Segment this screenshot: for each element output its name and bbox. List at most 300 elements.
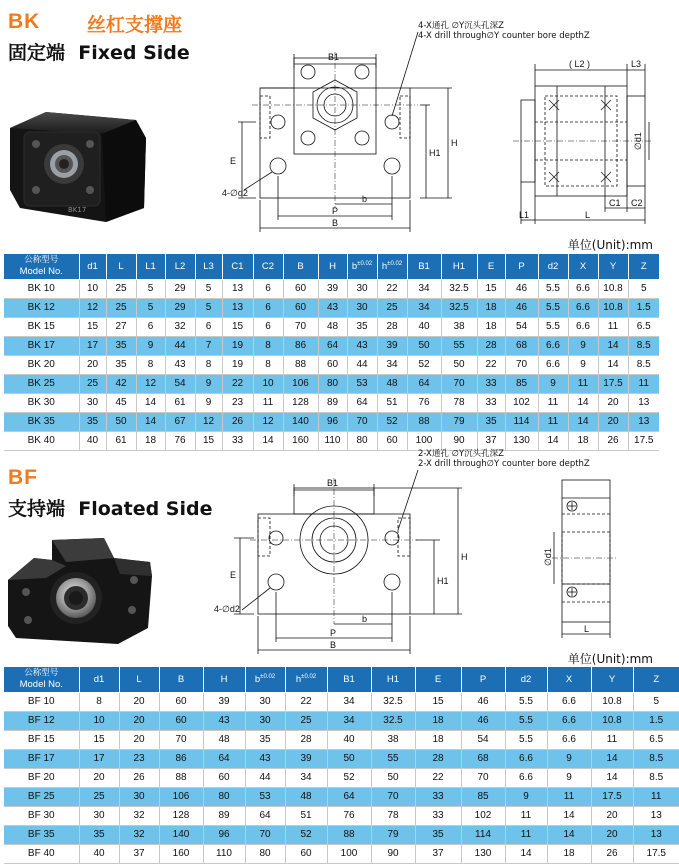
bk-value-cell: 7 [195, 336, 222, 355]
bf-side-cn: 支持端 [8, 498, 66, 520]
bk-value-cell: 18 [136, 431, 165, 450]
bk-value-cell: 14 [598, 336, 628, 355]
bk-header-model: 公称型号 Model No. [4, 254, 79, 279]
bf-value-cell: 78 [371, 806, 415, 825]
bf-value-cell: 37 [119, 844, 159, 863]
bf-value-cell: 8.5 [633, 749, 679, 768]
bf-header-cell: d2 [505, 667, 547, 692]
bf-value-cell: 26 [591, 844, 633, 863]
bf-dim-b: b [362, 614, 368, 624]
bk-value-cell: 46 [505, 298, 538, 317]
bk-value-cell: 60 [377, 431, 407, 450]
bf-value-cell: 18 [415, 711, 461, 730]
bk-side-cn: 固定端 [8, 42, 66, 64]
bk-value-cell: 33 [477, 374, 505, 393]
bf-value-cell: 25 [285, 711, 327, 730]
bk-value-cell: 17 [79, 336, 106, 355]
bf-value-cell: 38 [371, 730, 415, 749]
bk-value-cell: 26 [222, 412, 253, 431]
bk-value-cell: 13 [222, 279, 253, 298]
bf-value-cell: 52 [327, 768, 371, 787]
bk-value-cell: 89 [318, 393, 347, 412]
bk-value-cell: 160 [283, 431, 318, 450]
bf-value-cell: 34 [327, 711, 371, 730]
bf-value-cell: 8 [79, 692, 119, 711]
bk-value-cell: 6.6 [568, 298, 598, 317]
bf-value-cell: 9 [547, 768, 591, 787]
bk-value-cell: 32.5 [441, 279, 477, 298]
bk-value-cell: 30 [347, 298, 377, 317]
bk-dim-l1: L1 [519, 210, 530, 220]
bk-model-cell: BK 40 [4, 431, 79, 450]
bk-value-cell: 12 [253, 412, 283, 431]
bk-value-cell: 35 [106, 355, 136, 374]
bk-value-cell: 43 [318, 298, 347, 317]
bk-value-cell: 14 [568, 393, 598, 412]
bk-value-cell: 17.5 [628, 431, 659, 450]
bf-header-cell: E [415, 667, 461, 692]
bf-dim-bb: B [330, 640, 337, 650]
bk-value-cell: 37 [477, 431, 505, 450]
bk-dim-h1: H1 [429, 148, 441, 158]
bk-header-cell: C1 [222, 254, 253, 279]
bf-side-en: Floated Side [78, 498, 213, 520]
bf-code: BF [8, 466, 38, 489]
table-row [4, 806, 679, 825]
bf-value-cell: 6.6 [547, 692, 591, 711]
bf-value-cell: 11 [633, 787, 679, 806]
bk-value-cell: 10 [79, 279, 106, 298]
bf-value-cell: 48 [285, 787, 327, 806]
bf-value-cell: 70 [371, 787, 415, 806]
bk-note-line2: 4-X drill through∅Y counter bore depthZ [418, 31, 590, 41]
bk-value-cell: 11 [628, 374, 659, 393]
bk-value-cell: 52 [407, 355, 441, 374]
bk-value-cell: 5 [628, 279, 659, 298]
bf-value-cell: 14 [547, 806, 591, 825]
bk-value-cell: 14 [136, 393, 165, 412]
bf-value-cell: 5.5 [505, 730, 547, 749]
bk-value-cell: 70 [505, 355, 538, 374]
bk-value-cell: 128 [283, 393, 318, 412]
bk-header-cell: X [568, 254, 598, 279]
bf-value-cell: 64 [203, 749, 245, 768]
bk-header-row [4, 254, 659, 279]
bf-value-cell: 10 [79, 711, 119, 730]
bk-value-cell: 35 [477, 412, 505, 431]
bk-header-cell: L [106, 254, 136, 279]
bk-value-cell: 60 [283, 279, 318, 298]
bk-value-cell: 53 [347, 374, 377, 393]
bf-value-cell: 80 [245, 844, 285, 863]
bk-value-cell: 5 [195, 298, 222, 317]
bk-value-cell: 85 [505, 374, 538, 393]
bk-value-cell: 54 [165, 374, 195, 393]
bk-value-cell: 50 [441, 355, 477, 374]
bf-value-cell: 70 [159, 730, 203, 749]
bk-value-cell: 28 [377, 317, 407, 336]
bk-value-cell: 40 [407, 317, 441, 336]
bf-value-cell: 28 [285, 730, 327, 749]
bf-value-cell: 1.5 [633, 711, 679, 730]
table-row [4, 768, 679, 787]
bf-header-cell: H1 [371, 667, 415, 692]
bf-dim-p: P [330, 628, 337, 638]
bf-header-cell: B1 [327, 667, 371, 692]
bk-value-cell: 76 [407, 393, 441, 412]
bk-header-cell: Y [598, 254, 628, 279]
bk-header-cell: H1 [441, 254, 477, 279]
bk-value-cell: 51 [377, 393, 407, 412]
bf-value-cell: 70 [245, 825, 285, 844]
bk-model-cell: BK 10 [4, 279, 79, 298]
bf-value-cell: 20 [591, 806, 633, 825]
bk-value-cell: 6 [136, 317, 165, 336]
bk-value-cell: 6.6 [568, 279, 598, 298]
bk-value-cell: 30 [347, 279, 377, 298]
bk-value-cell: 50 [106, 412, 136, 431]
bf-value-cell: 6.6 [547, 730, 591, 749]
bk-value-cell: 9 [538, 374, 568, 393]
bk-value-cell: 11 [598, 317, 628, 336]
bk-value-cell: 60 [283, 298, 318, 317]
bk-product-photo [6, 98, 150, 228]
bk-value-cell: 14 [538, 431, 568, 450]
bf-value-cell: 28 [415, 749, 461, 768]
bk-header-cell: d1 [79, 254, 106, 279]
bk-value-cell: 25 [106, 279, 136, 298]
bf-value-cell: 13 [633, 806, 679, 825]
bf-value-cell: 32.5 [371, 711, 415, 730]
bf-value-cell: 37 [415, 844, 461, 863]
bk-value-cell: 15 [222, 317, 253, 336]
bk-value-cell: 22 [222, 374, 253, 393]
bk-value-cell: 6.6 [538, 355, 568, 374]
bf-model-cell: BF 40 [4, 844, 79, 863]
bf-value-cell: 20 [119, 692, 159, 711]
bk-value-cell: 32 [165, 317, 195, 336]
bk-value-cell: 64 [318, 336, 347, 355]
bk-value-cell: 39 [377, 336, 407, 355]
bf-value-cell: 64 [327, 787, 371, 806]
bk-value-cell: 5.5 [538, 317, 568, 336]
bf-product-photo [6, 532, 156, 650]
bk-header-cell: H [318, 254, 347, 279]
bf-value-cell: 86 [159, 749, 203, 768]
bf-value-cell: 26 [119, 768, 159, 787]
table-row [4, 374, 659, 393]
bk-value-cell: 79 [441, 412, 477, 431]
bk-value-cell: 8.5 [628, 336, 659, 355]
bf-value-cell: 30 [245, 711, 285, 730]
bk-value-cell: 6 [253, 298, 283, 317]
bf-value-cell: 114 [461, 825, 505, 844]
bk-value-cell: 9 [195, 393, 222, 412]
bk-value-cell: 140 [283, 412, 318, 431]
bk-value-cell: 61 [165, 393, 195, 412]
bf-dim-h: H [461, 552, 468, 562]
bf-header-cell: B [159, 667, 203, 692]
bk-header-h: $h^{\pm 0.02}$ [377, 254, 407, 279]
bk-value-cell: 78 [441, 393, 477, 412]
bk-value-cell: 30 [79, 393, 106, 412]
bk-value-cell: 34 [407, 298, 441, 317]
bk-dim-l2: ( L2 ) [569, 59, 591, 69]
table-row [4, 393, 659, 412]
bk-value-cell: 6 [253, 279, 283, 298]
bf-value-cell: 90 [371, 844, 415, 863]
bf-header-row [4, 667, 679, 692]
table-row [4, 825, 679, 844]
bf-value-cell: 10.8 [591, 692, 633, 711]
bf-value-cell: 51 [285, 806, 327, 825]
bk-value-cell: 54 [505, 317, 538, 336]
bf-header-model: 公称型号 Model No. [4, 667, 79, 692]
bk-value-cell: 9 [568, 355, 598, 374]
bk-value-cell: 14 [136, 412, 165, 431]
bk-value-cell: 18 [477, 317, 505, 336]
bf-value-cell: 43 [203, 711, 245, 730]
table-row [4, 787, 679, 806]
bk-value-cell: 11 [568, 374, 598, 393]
bk-value-cell: 6 [253, 317, 283, 336]
bf-side-drawing [543, 474, 618, 644]
bk-value-cell: 6.6 [538, 336, 568, 355]
bf-value-cell: 40 [327, 730, 371, 749]
bk-value-cell: 86 [283, 336, 318, 355]
bf-value-cell: 14 [505, 844, 547, 863]
bk-model-cell: BK 17 [4, 336, 79, 355]
bk-header-cell: P [505, 254, 538, 279]
table-row [4, 317, 659, 336]
bf-value-cell: 9 [505, 787, 547, 806]
table-row [4, 336, 659, 355]
bf-section [0, 438, 666, 860]
bf-model-cell: BF 30 [4, 806, 79, 825]
bf-value-cell: 22 [285, 692, 327, 711]
bk-value-cell: 48 [377, 374, 407, 393]
bk-value-cell: 10 [253, 374, 283, 393]
bk-model-cell: BK 30 [4, 393, 79, 412]
bf-value-cell: 106 [159, 787, 203, 806]
bk-value-cell: 13 [628, 393, 659, 412]
bk-value-cell: 11 [538, 412, 568, 431]
bf-value-cell: 11 [505, 806, 547, 825]
bf-value-cell: 88 [327, 825, 371, 844]
bk-side-drawing [505, 56, 657, 228]
bk-value-cell: 76 [165, 431, 195, 450]
bf-value-cell: 6.6 [505, 768, 547, 787]
bk-value-cell: 14 [253, 431, 283, 450]
bf-header-cell: H [203, 667, 245, 692]
bk-value-cell: 8 [136, 355, 165, 374]
bf-value-cell: 15 [79, 730, 119, 749]
bf-value-cell: 35 [79, 825, 119, 844]
bk-value-cell: 18 [477, 298, 505, 317]
bf-value-cell: 40 [79, 844, 119, 863]
bk-value-cell: 5 [136, 279, 165, 298]
bk-value-cell: 39 [318, 279, 347, 298]
bf-value-cell: 30 [119, 787, 159, 806]
bf-value-cell: 54 [461, 730, 505, 749]
bf-value-cell: 140 [159, 825, 203, 844]
bf-value-cell: 17.5 [633, 844, 679, 863]
bk-value-cell: 52 [377, 412, 407, 431]
table-row [4, 279, 659, 298]
bf-model-cell: BF 35 [4, 825, 79, 844]
bk-value-cell: 28 [477, 336, 505, 355]
bk-value-cell: 9 [568, 336, 598, 355]
bk-value-cell: 50 [407, 336, 441, 355]
bf-model-cell: BF 10 [4, 692, 79, 711]
bk-value-cell: 9 [136, 336, 165, 355]
bk-value-cell: 130 [505, 431, 538, 450]
bf-value-cell: 14 [591, 749, 633, 768]
bk-table-body [4, 279, 659, 450]
bk-model-cell: BK 12 [4, 298, 79, 317]
bf-value-cell: 53 [245, 787, 285, 806]
bk-value-cell: 12 [195, 412, 222, 431]
bk-value-cell: 1.5 [628, 298, 659, 317]
bk-value-cell: 33 [477, 393, 505, 412]
bk-value-cell: 13 [222, 298, 253, 317]
bk-value-cell: 20 [598, 393, 628, 412]
bf-unit-label: 单位(Unit):mm [567, 652, 653, 666]
bf-value-cell: 17.5 [591, 787, 633, 806]
bk-value-cell: 88 [283, 355, 318, 374]
bf-value-cell: 39 [203, 692, 245, 711]
bf-value-cell: 9 [547, 749, 591, 768]
bk-value-cell: 20 [79, 355, 106, 374]
bf-value-cell: 34 [285, 768, 327, 787]
bf-value-cell: 25 [79, 787, 119, 806]
bk-dim-l3: L3 [631, 59, 642, 69]
bf-note-line2: 2-X drill through∅Y counter bore depthZ [418, 459, 590, 469]
bk-value-cell: 42 [106, 374, 136, 393]
bf-header-h: $h^{\pm 0.02}$ [285, 667, 327, 692]
bk-value-cell: 5.5 [538, 298, 568, 317]
bk-value-cell: 8.5 [628, 355, 659, 374]
bk-value-cell: 29 [165, 298, 195, 317]
bf-value-cell: 43 [245, 749, 285, 768]
bf-value-cell: 50 [371, 768, 415, 787]
bk-value-cell: 110 [318, 431, 347, 450]
bk-value-cell: 6.5 [628, 317, 659, 336]
bf-value-cell: 33 [415, 806, 461, 825]
bk-value-cell: 34 [377, 355, 407, 374]
bk-dim-bb: B [332, 218, 339, 228]
bf-value-cell: 50 [327, 749, 371, 768]
bf-value-cell: 20 [119, 711, 159, 730]
bf-value-cell: 60 [159, 692, 203, 711]
bk-value-cell: 12 [79, 298, 106, 317]
bk-value-cell: 67 [165, 412, 195, 431]
table-row [4, 844, 679, 863]
bf-value-cell: 55 [371, 749, 415, 768]
bf-side-title [8, 494, 212, 521]
table-row [4, 711, 679, 730]
bk-value-cell: 43 [165, 355, 195, 374]
bk-series-title: 丝杠支撑座 [87, 14, 183, 36]
bf-value-cell: 35 [245, 730, 285, 749]
bk-value-cell: 8 [195, 355, 222, 374]
bk-spec-table [4, 254, 659, 451]
bk-header-cell: d2 [538, 254, 568, 279]
bf-value-cell: 48 [203, 730, 245, 749]
bk-value-cell: 70 [441, 374, 477, 393]
bf-value-cell: 52 [285, 825, 327, 844]
bf-value-cell: 32.5 [371, 692, 415, 711]
bk-value-cell: 11 [253, 393, 283, 412]
bk-value-cell: 11 [538, 393, 568, 412]
bk-header-cell: B [283, 254, 318, 279]
bk-value-cell: 15 [195, 431, 222, 450]
bf-value-cell: 100 [327, 844, 371, 863]
bk-value-cell: 17.5 [598, 374, 628, 393]
bf-value-cell: 20 [79, 768, 119, 787]
bk-value-cell: 60 [318, 355, 347, 374]
bk-value-cell: 5 [136, 298, 165, 317]
bk-value-cell: 88 [407, 412, 441, 431]
bk-value-cell: 70 [283, 317, 318, 336]
bf-value-cell: 70 [461, 768, 505, 787]
bf-header-cell: X [547, 667, 591, 692]
bk-value-cell: 19 [222, 336, 253, 355]
bf-value-cell: 33 [415, 787, 461, 806]
bk-value-cell: 64 [407, 374, 441, 393]
bf-value-cell: 110 [203, 844, 245, 863]
bk-dim-d1: ∅d1 [633, 132, 643, 150]
bk-unit-label: 单位(Unit):mm [567, 238, 653, 252]
bk-model-cell: BK 20 [4, 355, 79, 374]
bk-model-cell: BK 25 [4, 374, 79, 393]
bk-value-cell: 38 [441, 317, 477, 336]
bf-value-cell: 60 [159, 711, 203, 730]
bf-value-cell: 5.5 [505, 711, 547, 730]
bf-value-cell: 8.5 [633, 768, 679, 787]
bk-side-title [8, 38, 190, 65]
bk-value-cell: 44 [347, 355, 377, 374]
bk-value-cell: 48 [318, 317, 347, 336]
bk-value-cell: 5 [195, 279, 222, 298]
bk-header-cell: C2 [253, 254, 283, 279]
bk-value-cell: 6 [195, 317, 222, 336]
bk-header-cell: B1 [407, 254, 441, 279]
bk-header-cell: Z [628, 254, 659, 279]
bk-value-cell: 26 [598, 431, 628, 450]
bk-value-cell: 6.6 [568, 317, 598, 336]
bk-header-cell: L3 [195, 254, 222, 279]
bf-value-cell: 130 [461, 844, 505, 863]
bf-value-cell: 68 [461, 749, 505, 768]
table-row [4, 749, 679, 768]
bk-header-cell: L1 [136, 254, 165, 279]
bf-model-cell: BF 15 [4, 730, 79, 749]
bf-model-cell: BF 17 [4, 749, 79, 768]
bf-value-cell: 85 [461, 787, 505, 806]
bk-value-cell: 27 [106, 317, 136, 336]
bf-value-cell: 13 [633, 825, 679, 844]
bk-side-en: Fixed Side [78, 42, 190, 64]
bk-value-cell: 18 [568, 431, 598, 450]
bf-value-cell: 20 [119, 730, 159, 749]
bk-value-cell: 12 [136, 374, 165, 393]
bf-header-cell: Z [633, 667, 679, 692]
bf-value-cell: 39 [285, 749, 327, 768]
bk-value-cell: 20 [598, 412, 628, 431]
bf-value-cell: 15 [415, 692, 461, 711]
bf-dim-e: E [230, 570, 237, 580]
